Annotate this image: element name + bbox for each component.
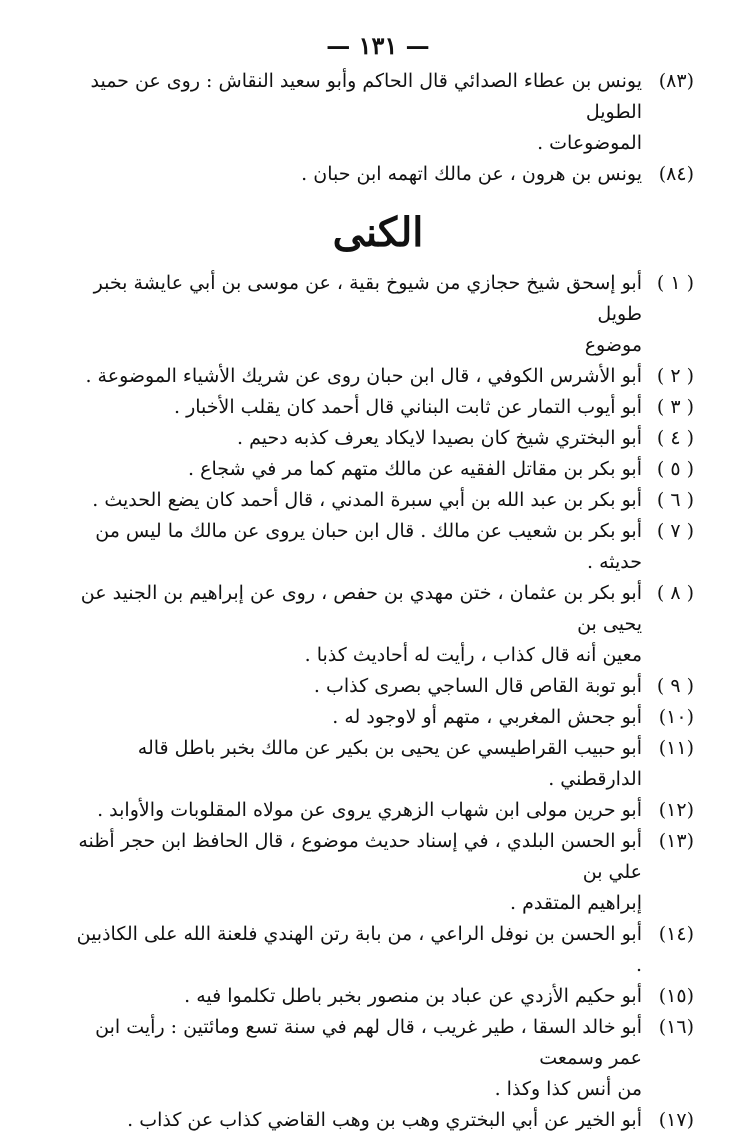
entry-number: ( ٣ )	[656, 396, 694, 418]
entry-number: ( ٥ )	[656, 458, 694, 480]
entry-number: (١٤)	[658, 923, 694, 945]
entry-number: (١٣)	[658, 830, 694, 852]
entry-text: أبو بكر بن عبد الله بن أبي سبرة المدني ، قال أحمد كان يضع الحديث .	[92, 489, 642, 511]
list-item	[70, 733, 694, 795]
list-item	[70, 268, 694, 361]
entry-number: (١٠)	[658, 706, 694, 728]
list-item	[70, 795, 694, 826]
entry-number: (١٢)	[658, 799, 694, 821]
entry-text: أبو توبة القاص قال الساجي بصرى كذاب .	[313, 675, 642, 697]
list-item	[70, 1012, 694, 1105]
entry-number: ( ٢ )	[656, 365, 694, 387]
list-item	[70, 485, 694, 516]
entry-number: (٨٣)	[658, 70, 694, 92]
entry-number: ( ٧ )	[656, 520, 694, 542]
list-item	[70, 516, 694, 578]
entry-continuation: معين أنه قال كذاب ، رأيت له أحاديث كذبا .	[304, 644, 642, 666]
entry-number: (٨٤)	[658, 163, 694, 185]
entry-text: أبو حبيب القراطيسي عن يحيى بن بكير عن مالك بخبر باطل قاله الدارقطني .	[137, 737, 642, 790]
list-item	[70, 392, 694, 423]
entry-continuation: إبراهيم المتقدم .	[510, 892, 642, 914]
entry-continuation: من أنس كذا وكذا .	[494, 1078, 642, 1100]
entry-text: يونس بن عطاء الصدائي قال الحاكم وأبو سعيد النقاش : روى عن حميد الطويل	[90, 70, 642, 123]
entry-text: أبو بكر بن شعيب عن مالك . قال ابن حبان يروى عن مالك ما ليس من حديثه .	[95, 520, 642, 573]
list-item	[70, 423, 694, 454]
entry-continuation: موضوع	[584, 334, 642, 356]
list-item	[70, 454, 694, 485]
list-item	[70, 981, 694, 1012]
entry-number: (١٧)	[658, 1109, 694, 1131]
list-item	[70, 702, 694, 733]
entry-text: أبو الأشرس الكوفي ، قال ابن حبان روى عن شريك الأشياء الموضوعة .	[85, 365, 642, 387]
entry-text: أبو البختري شيخ كان بصيدا لايكاد يعرف كذبه دحيم .	[237, 427, 642, 449]
entry-number: (١٥)	[658, 985, 694, 1007]
list-item	[70, 159, 694, 190]
entry-text: أبو أيوب التمار عن ثابت البناني قال أحمد كان يقلب الأخبار .	[174, 396, 642, 418]
entry-number: ( ١ )	[656, 272, 694, 294]
entry-text: أبو الحسن بن نوفل الراعي ، من بابة رتن الهندي فلعنة الله على الكاذبين .	[76, 923, 642, 976]
list-item	[70, 671, 694, 702]
entry-number: ( ٨ )	[656, 582, 694, 604]
entry-number: (١٦)	[658, 1016, 694, 1038]
list-item	[70, 919, 694, 981]
entry-number: ( ٦ )	[656, 489, 694, 511]
entry-text: أبو بكر بن عثمان ، ختن مهدي بن حفص ، روى عن إبراهيم بن الجنيد عن يحيى بن	[80, 582, 642, 635]
entry-text: أبو الخير عن أبي البختري وهب بن وهب القاضي كذاب عن كذاب .	[127, 1109, 642, 1131]
page-number: — ١٣١ —	[326, 31, 430, 60]
entry-text: أبو حرين مولى ابن شهاب الزهري يروى عن مولاه المقلوبات والأوابد .	[97, 799, 642, 821]
entry-number: ( ٩ )	[656, 675, 694, 697]
list-item	[70, 1105, 694, 1136]
entry-continuation: الموضوعات .	[537, 132, 642, 154]
entry-number: (١١)	[658, 737, 694, 759]
entry-text: أبو حكيم الأزدي عن عباد بن منصور بخبر باطل تكلموا فيه .	[184, 985, 642, 1007]
list-item	[70, 578, 694, 671]
list-item	[70, 361, 694, 392]
entry-text: يونس بن هرون ، عن مالك اتهمه ابن حبان .	[301, 163, 642, 185]
list-item	[70, 826, 694, 919]
entry-text: أبو جحش المغربي ، متهم أو لاوجود له .	[332, 706, 642, 728]
entry-text: أبو إسحق شيخ حجازي من شيوخ بقية ، عن موسى بن أبي عايشة بخبر طويل	[93, 272, 642, 325]
entry-text: أبو بكر بن مقاتل الفقيه عن مالك متهم كما مر في شجاع .	[188, 458, 642, 480]
section-title: الكنى	[332, 209, 424, 256]
list-item	[70, 66, 694, 159]
entry-text: أبو الحسن البلدي ، في إسناد حديث موضوع ، قال الحافظ ابن حجر أظنه علي بن	[78, 830, 642, 883]
entry-text: أبو خالد السقا ، طير غريب ، قال لهم في سنة تسع ومائتين : رأيت ابن عمر وسمعت	[95, 1016, 642, 1069]
entry-number: ( ٤ )	[656, 427, 694, 449]
